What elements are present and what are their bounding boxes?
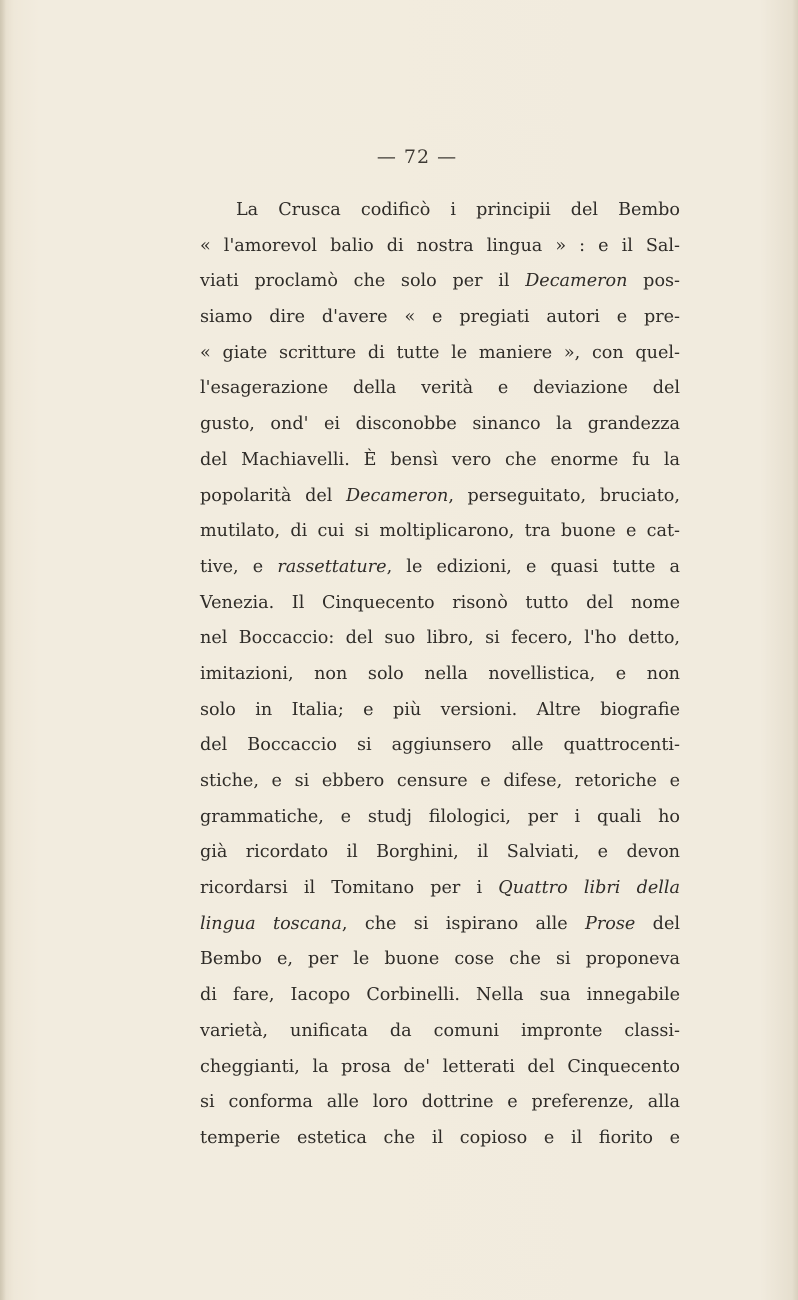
text-line-13: nel Boccaccio: del suo libro, si fecero, l'ho detto, bbox=[200, 628, 680, 649]
text-line-11: tive, e rassettature, le edizioni, e quasi tutte a bbox=[200, 556, 680, 577]
text-line-4: siamo dire d'avere « e pregiati autori e pre- bbox=[200, 307, 680, 328]
text-line-24: varietà, unificata da comuni impronte classi- bbox=[200, 1020, 680, 1041]
text-line-17: stiche, e si ebbero censure e difese, retoriche e bbox=[200, 771, 680, 791]
text-line-8: del Machiavelli. È bensì vero che enorme fu la bbox=[200, 449, 680, 470]
text-line-27: temperie estetica che il copioso e il fiorito e bbox=[200, 1127, 680, 1148]
text-line-20: ricordarsi il Tomitano per i Quattro libri della bbox=[200, 878, 680, 899]
text-line-23: di fare, Iacopo Corbinelli. Nella sua innegabile bbox=[200, 985, 680, 1006]
page-number-text: — 72 — bbox=[376, 146, 458, 168]
text-line-16: del Boccaccio si aggiunsero alle quattrocenti- bbox=[200, 735, 680, 756]
text-line-18: grammatiche, e studj filologici, per i quali ho bbox=[200, 806, 680, 827]
text-line-21: lingua toscana, che si ispirano alle Prose del bbox=[200, 913, 680, 934]
text-line-1: La Crusca codificò i principii del Bembo bbox=[236, 200, 680, 220]
page-number bbox=[0, 146, 798, 168]
body-text bbox=[200, 193, 680, 1157]
text-line-19: già ricordato il Borghini, il Salviati, e devon bbox=[200, 842, 680, 863]
text-line-15: solo in Italia; e più versioni. Altre biografie bbox=[200, 699, 680, 720]
text-line-12: Venezia. Il Cinquecento risonò tutto del nome bbox=[200, 592, 680, 613]
text-line-7: gusto, ond' ei disconobbe sinanco la grandezza bbox=[200, 414, 680, 435]
page-edge-shadow bbox=[0, 0, 6, 1300]
text-line-6: l'esagerazione della verità e deviazione del bbox=[200, 378, 680, 399]
text-line-9: popolarità del Decameron, perseguitato, bruciato, bbox=[200, 485, 680, 506]
text-line-14: imitazioni, non solo nella novellistica, e non bbox=[200, 663, 680, 684]
text-line-5: « giate scritture di tutte le maniere », con quel- bbox=[200, 342, 680, 363]
text-line-10: mutilato, di cui si moltiplicarono, tra buone e cat- bbox=[200, 521, 680, 542]
text-line-26: si conforma alle loro dottrine e preferenze, alla bbox=[200, 1092, 680, 1113]
text-line-2: « l'amorevol balio di nostra lingua » : e il Sal- bbox=[200, 235, 680, 256]
text-line-25: cheggianti, la prosa de' letterati del Cinquecento bbox=[200, 1056, 680, 1077]
text-line-22: Bembo e, per le buone cose che si proponeva bbox=[200, 949, 680, 970]
text-line-3: viati proclamò che solo per il Decameron pos- bbox=[200, 271, 681, 292]
